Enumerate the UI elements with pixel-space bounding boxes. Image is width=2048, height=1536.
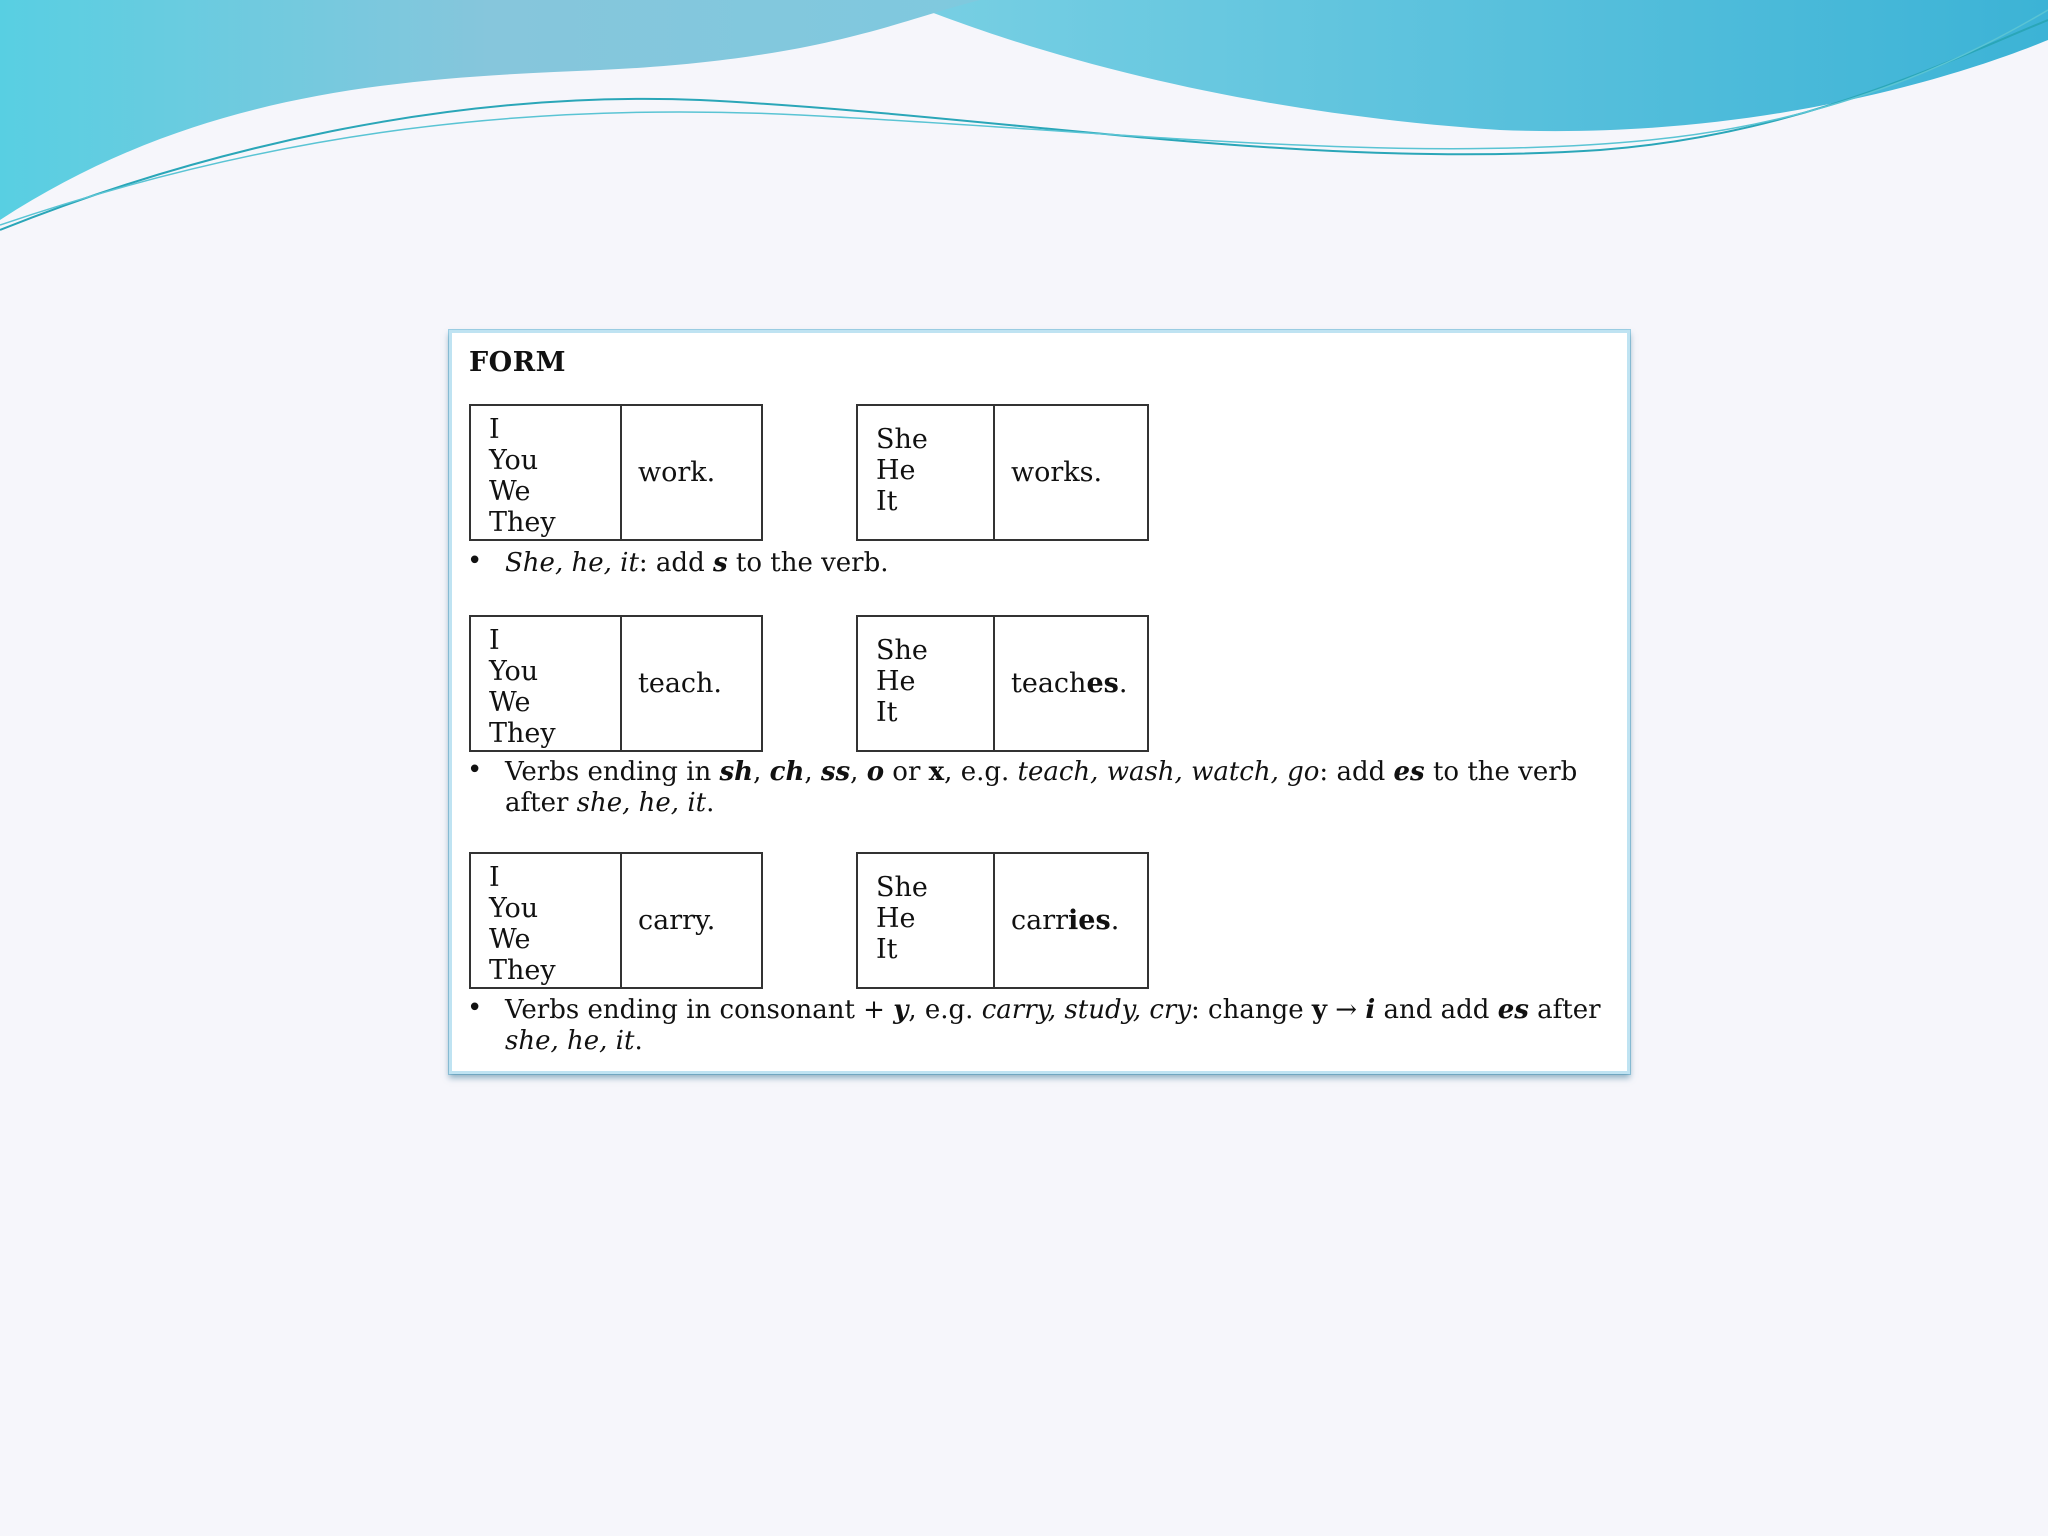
verb-period: . xyxy=(1093,457,1103,488)
pronoun: It xyxy=(876,486,898,517)
rule-text-segment: ch xyxy=(769,757,805,787)
rule-text-segment: : change xyxy=(1191,995,1312,1025)
conjugated-verb xyxy=(995,617,1127,750)
rule-text-segment: to the verb. xyxy=(727,548,889,578)
pronoun: You xyxy=(489,656,539,687)
bullet-icon: • xyxy=(467,546,483,576)
rule-text-segment: , xyxy=(804,757,821,787)
rule-text-segment: o xyxy=(866,757,885,787)
pronoun: He xyxy=(876,666,916,697)
rule-note xyxy=(467,548,1617,579)
verb-stem: teach xyxy=(1011,668,1087,699)
pronoun: They xyxy=(489,718,556,749)
rule-text-segment: x xyxy=(928,757,945,787)
verb-stem: works xyxy=(1011,457,1094,488)
rule-note xyxy=(467,995,1617,1057)
rule-text-segment: : add xyxy=(638,548,713,578)
conjugated-verb xyxy=(995,406,1102,539)
form-card xyxy=(449,330,1630,1074)
plural-pronoun-table xyxy=(469,852,763,989)
pronoun: She xyxy=(876,872,928,903)
rule-text-segment: . xyxy=(634,1026,643,1056)
rule-text-segment: teach, wash, watch, go xyxy=(1017,757,1320,787)
rule-text-segment: : add xyxy=(1319,757,1394,787)
verb-period: . xyxy=(1118,668,1128,699)
pronoun-list xyxy=(471,406,622,539)
pronoun: You xyxy=(489,893,539,924)
rule-text-segment: , e.g. xyxy=(908,995,982,1025)
card-title: FORM xyxy=(469,347,567,378)
pronoun-list xyxy=(471,617,622,750)
decorative-wave-banner xyxy=(0,0,2048,240)
rule-text-segment: carry, study, cry xyxy=(981,995,1192,1025)
bullet-icon: • xyxy=(467,993,483,1023)
bullet-icon: • xyxy=(467,755,483,785)
pronoun: I xyxy=(489,414,500,445)
rule-text-segment: She, he, it xyxy=(505,548,639,578)
rule-text-segment: → xyxy=(1327,995,1366,1025)
rule-text-segment: , e.g. xyxy=(944,757,1018,787)
pronoun: It xyxy=(876,697,898,728)
pronoun-list xyxy=(858,854,995,987)
rule-text xyxy=(505,548,1617,579)
rule-text-segment: , xyxy=(753,757,770,787)
plural-pronoun-table xyxy=(469,615,763,752)
base-verb: work. xyxy=(638,457,716,488)
rule-text-segment: and add xyxy=(1375,995,1498,1025)
rule-text-segment: after xyxy=(1528,995,1601,1025)
rule-text-segment: or xyxy=(884,757,929,787)
base-verb: teach. xyxy=(638,668,723,699)
conjugated-verb xyxy=(995,854,1119,987)
rule-text-segment: y xyxy=(1311,995,1328,1025)
rule-text-segment: sh xyxy=(719,757,754,787)
rule-text-segment: i xyxy=(1365,995,1376,1025)
pronoun: She xyxy=(876,635,928,666)
pronoun-list xyxy=(471,854,622,987)
rule-text-segment: es xyxy=(1497,995,1529,1025)
pronoun: He xyxy=(876,903,916,934)
rule-text-segment: she, he, it xyxy=(576,788,707,818)
rule-text xyxy=(505,995,1617,1057)
verb-stem: carr xyxy=(1011,905,1069,936)
pronoun: We xyxy=(489,476,531,507)
pronoun-list xyxy=(858,406,995,539)
third-person-table xyxy=(856,852,1149,989)
verb-ending: ies xyxy=(1068,905,1111,936)
pronoun: You xyxy=(489,445,539,476)
rule-text-segment: s xyxy=(712,548,728,578)
rule-text-segment: ss xyxy=(820,757,851,787)
pronoun: It xyxy=(876,934,898,965)
third-person-table xyxy=(856,615,1149,752)
pronoun: They xyxy=(489,955,556,986)
pronoun-list xyxy=(858,617,995,750)
pronoun: We xyxy=(489,687,531,718)
base-verb: carry. xyxy=(638,905,716,936)
rule-text xyxy=(505,757,1617,819)
verb-ending: es xyxy=(1086,668,1119,699)
rule-text-segment: Verbs ending in xyxy=(505,757,720,787)
rule-text-segment: to the verb after xyxy=(505,757,1578,818)
rule-text-segment: she, he, it xyxy=(505,1026,635,1056)
plural-pronoun-table xyxy=(469,404,763,541)
verb-period: . xyxy=(1110,905,1120,936)
third-person-table xyxy=(856,404,1149,541)
rule-text-segment: es xyxy=(1393,757,1425,787)
rule-text-segment: , xyxy=(850,757,867,787)
pronoun: She xyxy=(876,424,928,455)
pronoun: He xyxy=(876,455,916,486)
rule-text-segment: Verbs ending in consonant + xyxy=(505,995,894,1025)
pronoun: They xyxy=(489,507,556,538)
pronoun: I xyxy=(489,862,500,893)
rule-text-segment: y xyxy=(893,995,909,1025)
rule-text-segment: . xyxy=(706,788,715,818)
pronoun: I xyxy=(489,625,500,656)
rule-note xyxy=(467,757,1617,819)
pronoun: We xyxy=(489,924,531,955)
